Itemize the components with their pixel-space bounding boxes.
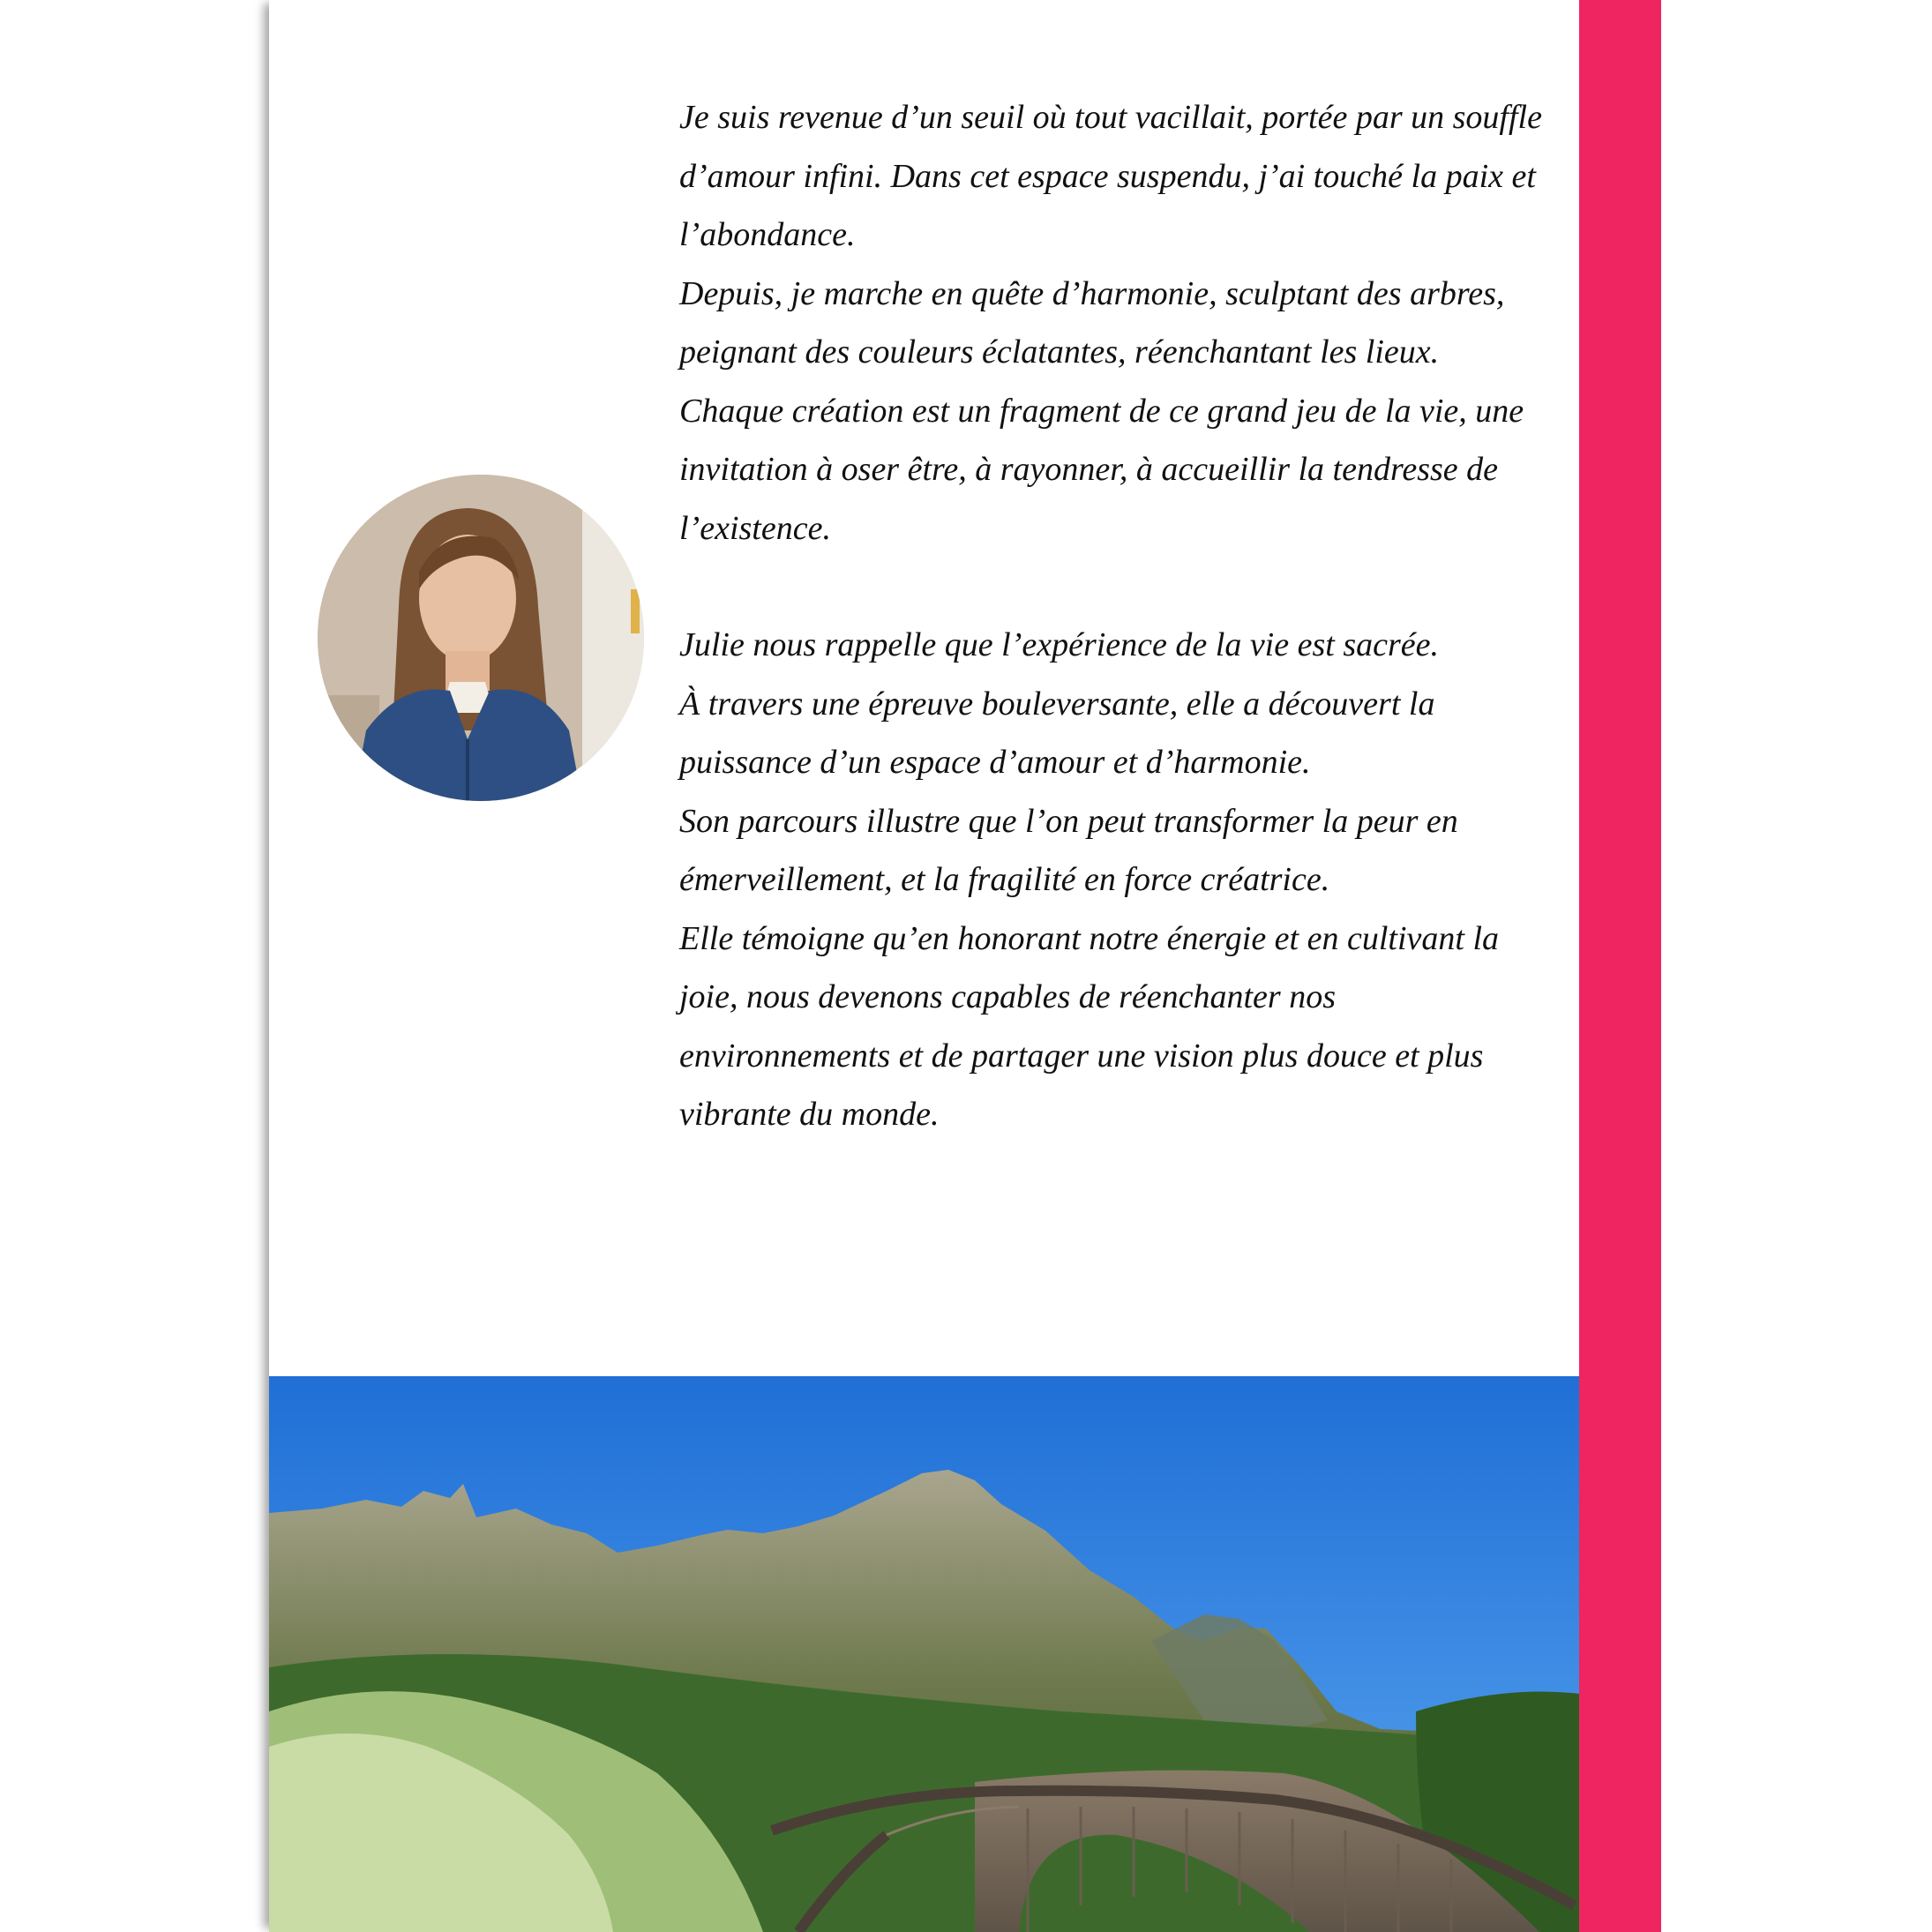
body-paragraph: Son parcours illustre que l’on peut transformer la peur en émerveillement, et la fragilité en force créatrice. (679, 802, 1458, 898)
landscape-photo-icon (269, 1376, 1579, 1932)
accent-spine (1579, 0, 1661, 1932)
author-portrait (318, 475, 644, 801)
body-paragraph: Je suis revenue d’un seuil où tout vacillait, portée par un souffle d’amour infini. Dans cet espace suspendu, j’ai touché la paix et l’abondance. (679, 99, 1542, 253)
body-paragraph: Depuis, je marche en quête d’harmonie, sculptant des arbres, peignant des couleurs éclatantes, réenchantant les lieux. Chaque création est un fragment de ce grand jeu de la vie, une invitation à oser être, à rayonner, à accueillir la tendresse de l’existence. (679, 274, 1524, 547)
body-paragraph: À travers une épreuve bouleversante, elle a découvert la puissance d’un espace d’amour et d’harmonie. (679, 685, 1435, 781)
portrait-photo-icon (318, 475, 644, 801)
landscape-photo (269, 1376, 1579, 1932)
body-paragraph: Elle témoigne qu’en honorant notre énergie et en cultivant la joie, nous devenons capables de réenchanter nos environnements et de partager une vision plus douce et plus vibrante du monde. (679, 919, 1499, 1133)
body-text (679, 88, 1544, 1144)
book-back-cover (269, 0, 1579, 1932)
body-paragraph: Julie nous rappelle que l’expérience de la vie est sacrée. (679, 626, 1439, 663)
